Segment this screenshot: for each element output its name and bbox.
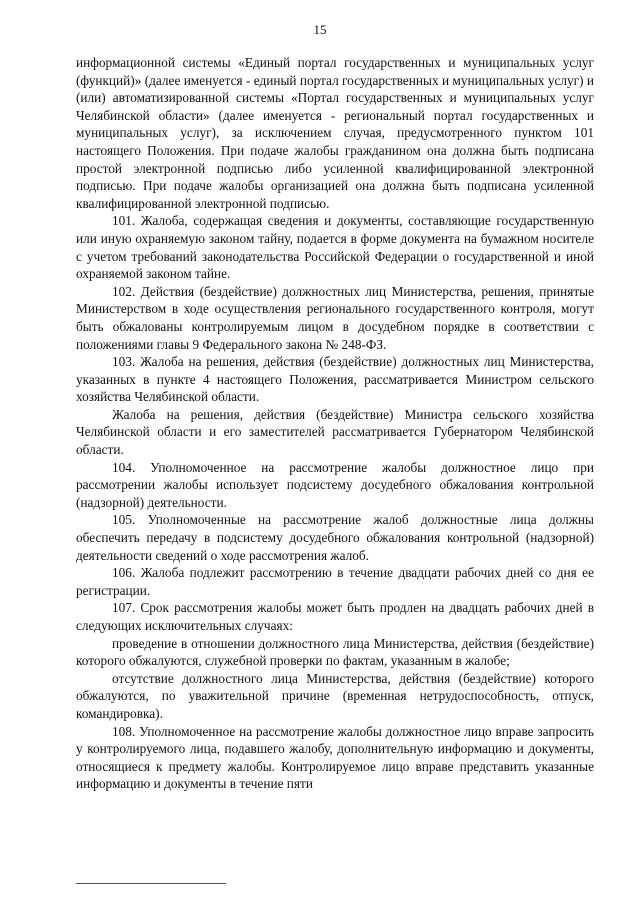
paragraph-103: 103. Жалоба на решения, действия (бездействие) должностных лиц Министерства, указанных в пункте 4 настоящего Положения, рассматривается Министром сельского хозяйства Челябинской области. — [76, 354, 594, 405]
paragraph-105: 105. Уполномоченные на рассмотрение жалоб должностные лица должны обеспечить передачу в подсистему досудебного обжалования контрольной (надзорной) деятельности сведений о ходе рассмотрения жалоб. — [76, 512, 594, 563]
document-body — [76, 54, 594, 793]
paragraph-101: 101. Жалоба, содержащая сведения и документы, составляющие государственную или иную охраняемую законом тайну, подается в форме документа на бумажном носителе с учетом требований законодательства Российской Федерации о государственной и иной охраняемой законом тайне. — [76, 213, 594, 282]
paragraph-102: 102. Действия (бездействие) должностных лиц Министерства, решения, принятые Министерством в ходе осуществления регионального государственного контроля, могут быть обжалованы контролируемым лицом в досудебном порядке в соответствии с положениями главы 9 Федерального закона № 248-ФЗ. — [76, 283, 594, 352]
paragraph-107-case-inspection: проведение в отношении должностного лица Министерства, действия (бездействие) которого обжалуются, служебной проверки по фактам, указанным в жалобе; — [76, 635, 594, 669]
paragraph-107-case-absence: отсутствие должностного лица Министерства, действия (бездействие) которого обжалуются, по уважительной причине (временная нетрудоспособность, отпуск, командировка). — [76, 670, 594, 721]
page-number: 15 — [313, 22, 327, 37]
footnote-divider — [76, 883, 226, 884]
paragraph-108: 108. Уполномоченное на рассмотрение жалобы должностное лицо вправе запросить у контролируемого лица, подавшего жалобу, дополнительную информацию и документы, относящиеся к предмету жалобы. Контролируемое лицо вправе представить указанные информацию и документы в течение пяти — [76, 723, 594, 792]
paragraph-107: 107. Срок рассмотрения жалобы может быть продлен на двадцать рабочих дней в следующих исключительных случаях: — [76, 600, 594, 633]
paragraph-104: 104. Уполномоченное на рассмотрение жалобы должностное лицо при рассмотрении жалобы использует подсистему досудебного обжалования контрольной (надзорной) деятельности. — [76, 459, 594, 510]
paragraph-continuation: информационной системы «Единый портал государственных и муниципальных услуг (функций)» (далее именуется - единый портал государственных и муниципальных услуг) и (или) автоматизированной системы «Портал государственных и муниципальных услуг Челябинской области» (далее именуется - региональный портал государственных и муниципальных услуг), за исключением случая, предусмотренного пунктом 101 настоящего Положения. При подаче жалобы гражданином она должна быть подписана простой электронной подписью либо усиленной квалифицированной электронной подписью. При подаче жалобы организацией она должна быть подписана усиленной квалифицированной электронной подписью. — [76, 55, 594, 211]
paragraph-106: 106. Жалоба подлежит рассмотрению в течение двадцати рабочих дней со дня ее регистрации. — [76, 565, 594, 598]
paragraph-103-governor: Жалоба на решения, действия (бездействие) Министра сельского хозяйства Челябинской области и его заместителей рассматривается Губернатором Челябинской области. — [76, 406, 594, 458]
